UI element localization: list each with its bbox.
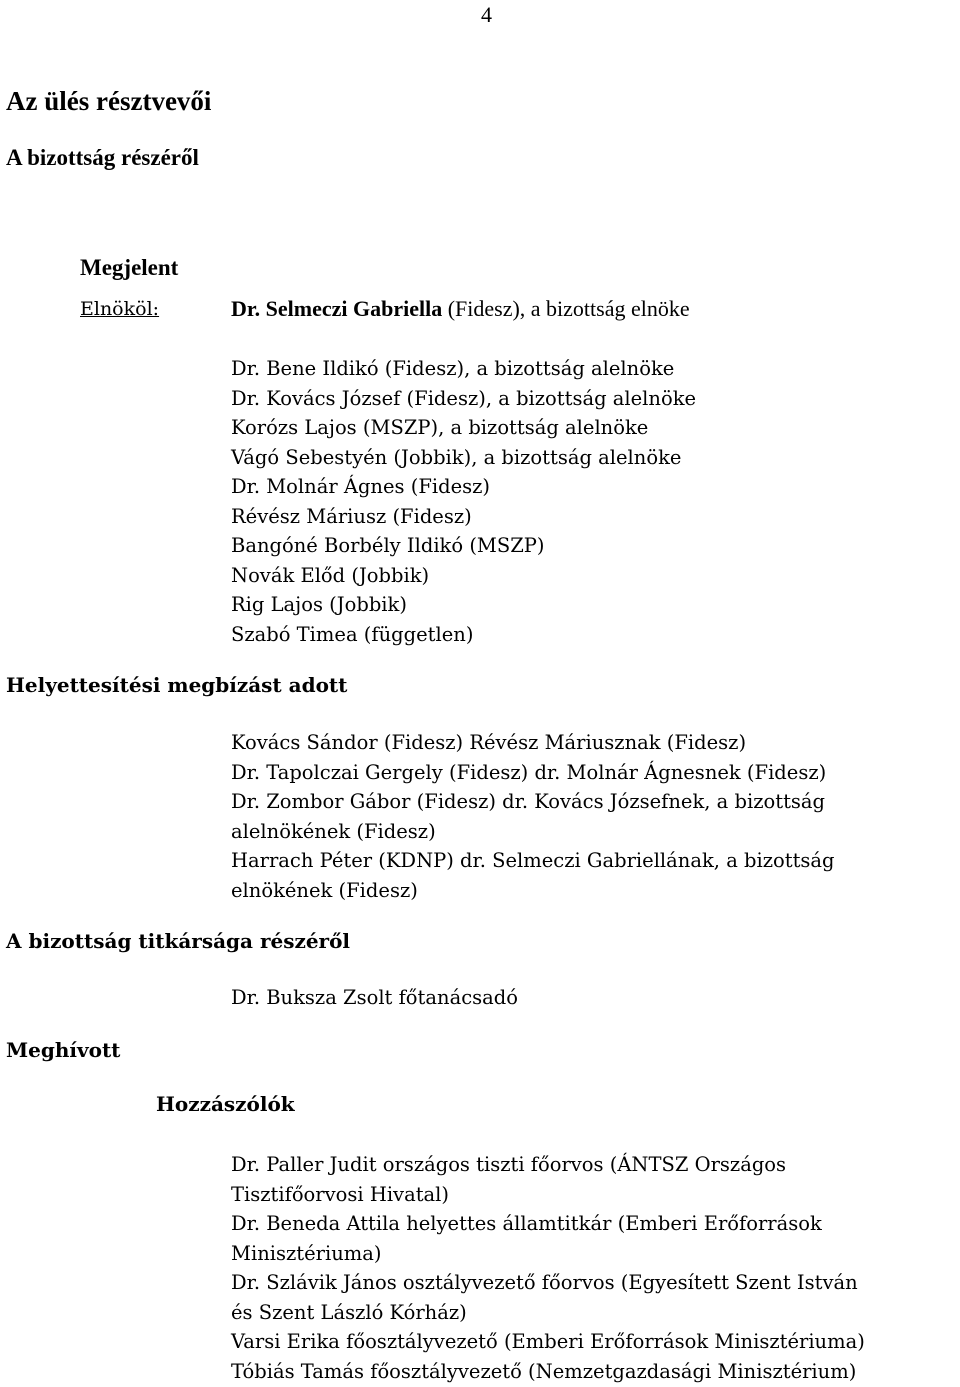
chair-line — [231, 296, 690, 322]
chair-name: Dr. Selmeczi Gabriella — [231, 296, 443, 321]
proxy-item: Kovács Sándor (Fidesz) Révész Máriusznak (Fidesz) — [231, 731, 747, 754]
member-item: Dr. Bene Ildikó (Fidesz), a bizottság alelnöke — [231, 357, 675, 380]
speaker-item: Tisztifőorvosi Hivatal) — [231, 1182, 450, 1206]
member-item: Vágó Sebestyén (Jobbik), a bizottság alelnöke — [231, 445, 682, 469]
speaker-item: és Szent László Kórház) — [231, 1300, 467, 1324]
committee-side-heading: A bizottság részéről — [6, 145, 199, 170]
secretariat-member: Dr. Buksza Zsolt főtanácsadó — [231, 986, 518, 1009]
invited-heading: Meghívott — [6, 1038, 121, 1062]
member-item: Dr. Kovács József (Fidesz), a bizottság alelnöke — [231, 386, 697, 410]
page-number: 4 — [481, 2, 492, 27]
chair-label-link[interactable]: Elnököl: — [80, 298, 160, 320]
speaker-item: Dr. Szlávik János osztályvezető főorvos (Egyesített Szent István — [231, 1271, 858, 1294]
chair-role: (Fidesz), a bizottság elnöke — [442, 296, 690, 321]
speakers-list — [231, 1150, 865, 1386]
speakers-heading: Hozzászólók — [156, 1092, 295, 1116]
member-item: Rig Lajos (Jobbik) — [231, 593, 407, 616]
members-list — [231, 354, 696, 649]
member-item: Szabó Timea (független) — [231, 622, 474, 646]
secretariat-heading: A bizottság titkársága részéről — [6, 929, 351, 953]
proxy-item: Harrach Péter (KDNP) dr. Selmeczi Gabriellának, a bizottság — [231, 849, 835, 872]
member-item: Novák Előd (Jobbik) — [231, 563, 430, 587]
member-item: Révész Máriusz (Fidesz) — [231, 504, 472, 528]
member-item: Korózs Lajos (MSZP), a bizottság alelnöke — [231, 416, 649, 439]
proxy-item: Dr. Tapolczai Gergely (Fidesz) dr. Molnár Ágnesnek (Fidesz) — [231, 760, 827, 784]
member-item: Dr. Molnár Ágnes (Fidesz) — [231, 475, 491, 498]
speaker-item: Varsi Erika főosztályvezető (Emberi Erőforrások Minisztériuma) — [231, 1330, 865, 1353]
page-title: Az ülés résztvevői — [6, 86, 212, 116]
proxies-list — [231, 728, 835, 905]
speaker-item: Dr. Paller Judit országos tiszti főorvos (ÁNTSZ Országos — [231, 1153, 787, 1176]
proxy-item: Dr. Zombor Gábor (Fidesz) dr. Kovács Józsefnek, a bizottság — [231, 790, 826, 813]
proxy-heading: Helyettesítési megbízást adott — [6, 673, 348, 697]
speaker-item: Minisztériuma) — [231, 1241, 382, 1265]
proxy-item: alelnökének (Fidesz) — [231, 819, 436, 843]
speaker-item: Dr. Beneda Attila helyettes államtitkár (Emberi Erőforrások — [231, 1212, 822, 1235]
member-item: Bangóné Borbély Ildikó (MSZP) — [231, 534, 545, 557]
proxy-item: elnökének (Fidesz) — [231, 878, 418, 902]
speaker-item: Tóbiás Tamás főosztályvezető (Nemzetgazdasági Minisztérium) — [231, 1359, 857, 1383]
present-heading: Megjelent — [80, 255, 179, 280]
